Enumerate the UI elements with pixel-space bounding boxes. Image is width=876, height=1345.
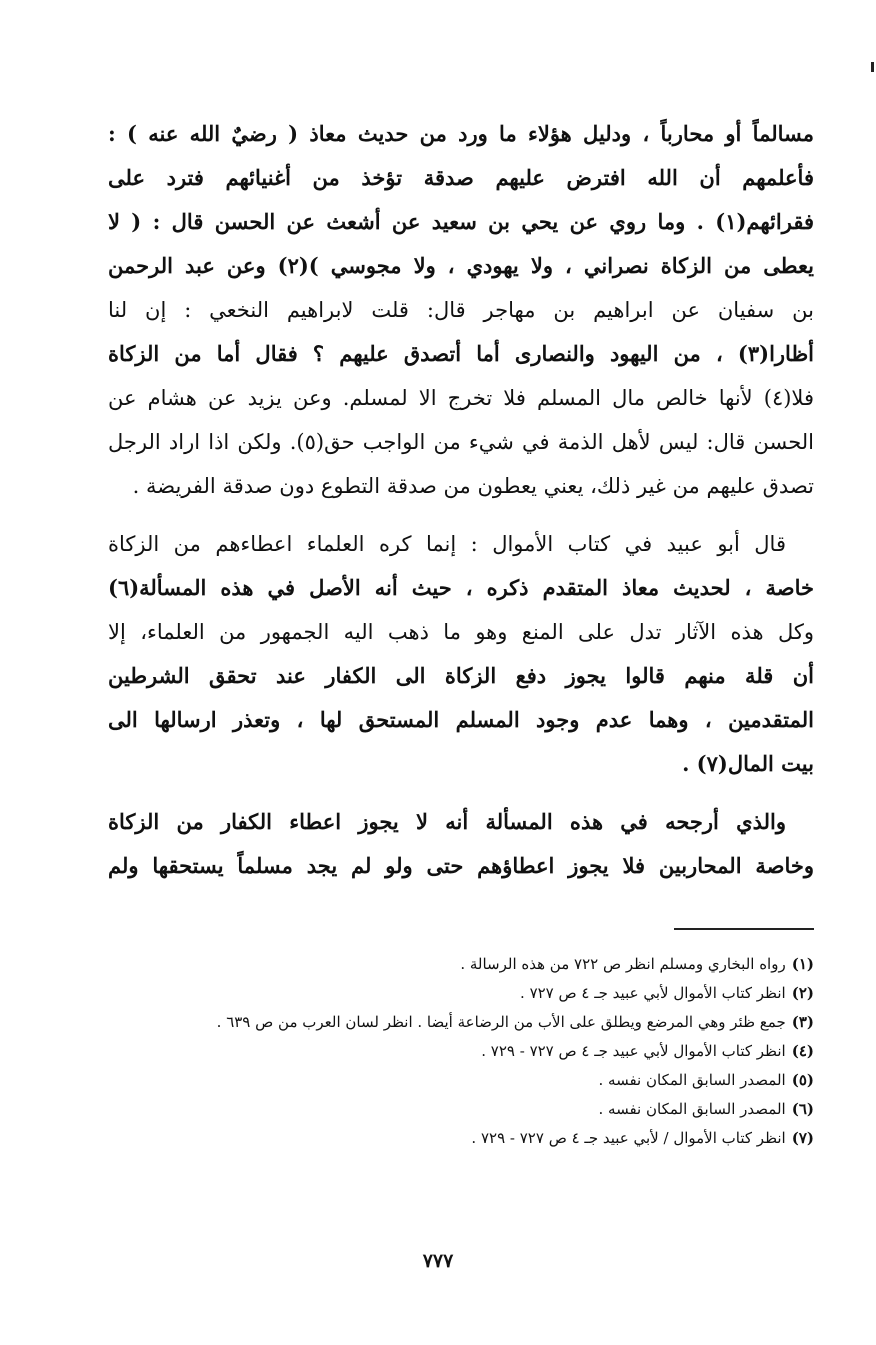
footnote: [108, 1066, 814, 1095]
footnote-text: جمع ظئر وهي المرضع ويطلق على الأب من الرضاعة أيضا . انظر لسان العرب من ص ٦٣٩ .: [216, 1013, 786, 1031]
footnote: [108, 1008, 814, 1037]
text-line: فلا(٤) لأنها خالص مال المسلم فلا تخرج الا لمسلم. وعن يزيد عن هشام عن: [108, 386, 814, 410]
footnote-number: (١): [791, 955, 814, 973]
text-line: أن قلة منهم قالوا يجوز دفع الزكاة الى الكفار عند تحقق الشرطين: [108, 663, 814, 688]
footnote-number: (٢): [791, 984, 814, 1002]
page-number: ٧٧٧: [422, 1250, 454, 1272]
text-line: قال أبو عبيد في كتاب الأموال : إنما كره العلماء اعطاءهم من الزكاة: [108, 532, 786, 556]
paragraph-2: [108, 522, 814, 786]
footnote-text: انظر كتاب الأموال لأبي عبيد جـ ٤ ص ٧٢٧ .: [520, 984, 786, 1002]
text-line: والذي أرجحه في هذه المسألة أنه لا يجوز اعطاء الكفار من الزكاة: [108, 809, 786, 834]
text-line: وكل هذه الآثار تدل على المنع وهو ما ذهب اليه الجمهور من العلماء، إلا: [108, 620, 814, 644]
text-line: الحسن قال: ليس لأهل الذمة في شيء من الواجب حق(٥). ولكن اذا اراد الرجل: [108, 430, 814, 454]
text-line: المتقدمين ، وهما عدم وجود المسلم المستحق لها ، وتعذر ارسالها الى: [108, 707, 814, 732]
paragraph-1: [108, 112, 814, 508]
scan-mark: [871, 62, 874, 72]
footnote: [108, 979, 814, 1008]
text-line: مسالماً أو محارباً ، ودليل هؤلاء ما ورد من حديث معاذ ( رضيٌ الله عنه ) :: [108, 121, 814, 146]
footnote-number: (٧): [791, 1129, 814, 1147]
text-line: خاصة ، لحديث معاذ المتقدم ذكره ، حيث أنه الأصل في هذه المسألة(٦): [108, 575, 814, 600]
footnote-text: المصدر السابق المكان نفسه .: [598, 1100, 786, 1118]
footnote-separator: [674, 928, 814, 930]
text-line: بيت المال(٧) .: [682, 751, 814, 776]
paragraph-3: [108, 800, 814, 888]
footnote: [108, 950, 814, 979]
footnote-number: (٣): [791, 1013, 814, 1031]
text-line: وخاصة المحاربين فلا يجوز اعطاؤهم حتى ولو لم يجد مسلماً يستحقها ولم: [108, 853, 814, 878]
text-line: فقرائهم(١) . وما روي عن يحي بن سعيد عن أشعث عن الحسن قال : ( لا: [108, 209, 814, 234]
footnote-number: (٦): [791, 1100, 814, 1118]
text-line: أظارا(٣) ، من اليهود والنصارى أما أتصدق عليهم ؟ فقال أما من الزكاة: [108, 341, 814, 366]
text-line: فأعلمهم أن الله افترض عليهم صدقة تؤخذ من أغنيائهم فترد على: [108, 165, 814, 190]
footnotes: [108, 950, 814, 1153]
footnote-text: رواه البخاري ومسلم انظر ص ٧٢٢ من هذه الرسالة .: [460, 955, 786, 973]
text-line: يعطى من الزكاة نصراني ، ولا يهودي ، ولا مجوسي )(٢) وعن عبد الرحمن: [108, 253, 814, 278]
footnote-text: انظر كتاب الأموال / لأبي عبيد جـ ٤ ص ٧٢٧ - ٧٢٩ .: [471, 1129, 786, 1147]
footnote-number: (٥): [791, 1071, 814, 1089]
text-line: بن سفيان عن ابراهيم بن مهاجر قال: قلت لابراهيم النخعي : إن لنا: [108, 298, 814, 322]
footnote-text: انظر كتاب الأموال لأبي عبيد جـ ٤ ص ٧٢٧ - ٧٢٩ .: [481, 1042, 786, 1060]
text-line: تصدق عليهم من غير ذلك، يعني يعطون من صدقة التطوع دون صدقة الفريضة .: [132, 474, 814, 498]
footnote: [108, 1037, 814, 1066]
footnote-text: المصدر السابق المكان نفسه .: [598, 1071, 786, 1089]
footnote: [108, 1095, 814, 1124]
footnote: [108, 1124, 814, 1153]
footnote-number: (٤): [791, 1042, 814, 1060]
